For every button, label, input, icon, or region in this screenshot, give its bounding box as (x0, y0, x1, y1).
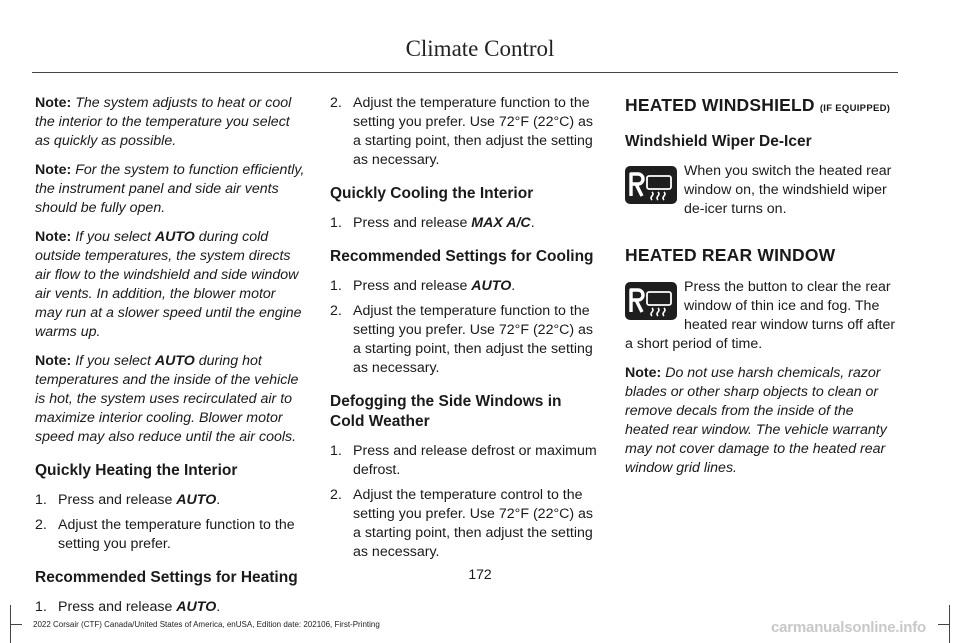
heading-quickly-cooling: Quickly Cooling the Interior (330, 185, 534, 202)
cooling-steps (330, 214, 600, 233)
column-2 (330, 94, 600, 572)
note-4: Note: If you select AUTO during hot temperatures and the inside of the vehicle is hot, the system uses recirculated air to maximize interior cooling. Blower motor speed may also reduce until the air cools. (35, 353, 299, 445)
list-item: 2. Adjust the temperature function to the setting you prefer. (35, 517, 295, 552)
heading-heated-rear-window: HEATED REAR WINDOW (625, 245, 836, 265)
defog-steps (330, 442, 600, 562)
list-item: 2. Adjust the temperature function to the setting you prefer. Use 72°F (22°C) as a starting point, then adjust the setting as necessary. (330, 95, 594, 168)
heading-recommended-cooling: Recommended Settings for Cooling (330, 248, 594, 265)
note-2: Note: For the system to function efficiently, the instrument panel and side air vents should be fully open. (35, 162, 305, 216)
rear-defrost-icon (625, 282, 677, 320)
list-item: 2. Adjust the temperature function to the setting you prefer. Use 72°F (22°C) as a starting point, then adjust the setting as necessary. (330, 303, 594, 376)
list-item: 1. Press and release defrost or maximum defrost. (330, 443, 597, 478)
rear-window-block (625, 278, 897, 354)
note-1: Note: The system adjusts to heat or cool the interior to the temperature you select as quickly as possible. (35, 95, 292, 149)
header-rule (32, 72, 898, 73)
note-harsh-chemicals: Note: Do not use harsh chemicals, razor blades or other sharp objects to clean or remove decals from the inside of the heated rear window. The vehicle warranty may not cover damage to the heated rear window grid lines. (625, 365, 887, 476)
page-number: 172 (468, 566, 492, 582)
heading-recommended-heating: Recommended Settings for Heating (35, 569, 298, 586)
list-item: 2. Adjust the temperature control to the setting you prefer. Use 72°F (22°C) as a starting point, then adjust the setting as necessary. (330, 487, 594, 560)
heading-defogging: Defogging the Side Windows in Cold Weather (330, 393, 562, 430)
list-item: 1. Press and release AUTO. (35, 492, 221, 508)
list-item: 1. Press and release AUTO. (35, 599, 221, 615)
rec-heating-steps (35, 598, 305, 617)
rear-window-text: Press the button to clear the rear window of thin ice and fog. The heated rear window turns off after a short period of time. (625, 279, 896, 352)
wiper-deicer-text: When you switch the heated rear window on, the windshield wiper de-icer turns on. (684, 163, 892, 217)
rec-cooling-steps (330, 277, 600, 378)
rear-defrost-icon (625, 166, 677, 204)
wiper-deicer-block (625, 162, 897, 222)
heading-quickly-heating: Quickly Heating the Interior (35, 462, 238, 479)
note-3: Note: If you select AUTO during cold outside temperatures, the system directs air flow to the windshield and side window air vents. In addition, the blower motor may run at a slower speed until the engine warms up. (35, 229, 302, 340)
subheading-wiper-deicer: Windshield Wiper De-Icer (625, 133, 812, 150)
watermark: carmanualsonline.info (771, 619, 926, 636)
edition-footer: 2022 Corsair (CTF) Canada/United States of America, enUSA, Edition date: 202106, First-Printing (33, 620, 380, 629)
list-item: 1. Press and release AUTO. (330, 278, 516, 294)
continued-steps (330, 94, 600, 170)
column-3 (625, 94, 897, 488)
heating-steps (35, 491, 305, 554)
crop-mark-right-h (938, 624, 950, 625)
column-1 (35, 94, 305, 627)
page-title: Climate Control (405, 36, 555, 61)
list-item: 1. Press and release MAX A/C. (330, 215, 535, 231)
heading-heated-windshield: HEATED WINDSHIELD (IF EQUIPPED) (625, 95, 891, 115)
crop-mark-left-h (10, 624, 22, 625)
